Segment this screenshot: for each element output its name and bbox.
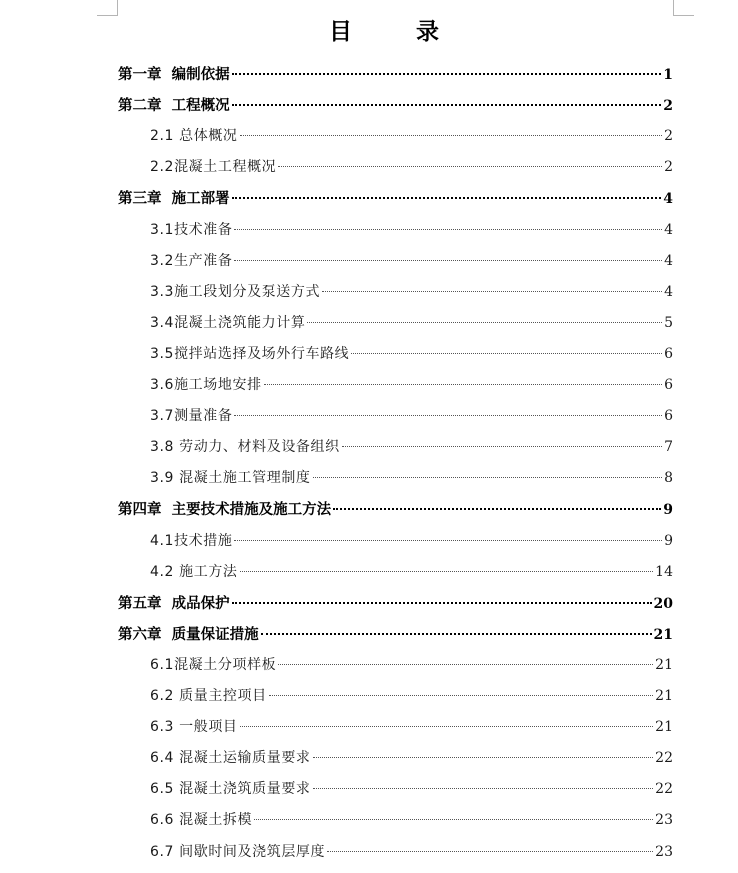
toc-section-entry[interactable]	[150, 432, 673, 463]
toc-dot-leader	[307, 322, 662, 323]
toc-page-number: 7	[664, 439, 673, 456]
toc-dot-leader	[234, 260, 662, 261]
toc-chapter-entry[interactable]	[118, 588, 673, 619]
toc-entry-label: 3.1技术准备	[150, 221, 233, 238]
toc-page-number: 4	[664, 283, 673, 300]
toc-page-number: 20	[653, 595, 673, 612]
toc-entry-label: 3.5搅拌站选择及场外行车路线	[150, 345, 350, 362]
toc-entry-label: 第四章 主要技术措施及施工方法	[118, 501, 332, 519]
toc-section-entry[interactable]	[150, 339, 673, 370]
toc-dot-leader	[269, 695, 653, 696]
toc-section-entry[interactable]	[150, 215, 673, 246]
toc-section-entry[interactable]	[150, 681, 673, 712]
toc-page-number: 4	[663, 191, 673, 208]
toc-entry-label: 第三章 施工部署	[118, 190, 230, 208]
toc-entry-label: 6.5 混凝土浇筑质量要求	[150, 781, 311, 798]
toc-entry-label: 3.6施工场地安排	[150, 377, 262, 393]
toc-entry-label: 第一章 编制依据	[118, 66, 230, 83]
toc-section-entry[interactable]	[150, 837, 673, 868]
toc-entry-label: 3.4混凝土浇筑能力计算	[150, 314, 306, 331]
page-corner-mark-right	[673, 0, 694, 16]
toc-dot-leader	[234, 229, 662, 230]
toc-entry-label: 6.2 质量主控项目	[150, 688, 267, 704]
toc-page-number: 2	[663, 98, 673, 115]
toc-section-entry[interactable]	[150, 650, 673, 681]
toc-page-number: 6	[664, 345, 673, 362]
toc-chapter-entry[interactable]	[118, 183, 673, 214]
toc-entry-label: 4.1技术措施	[150, 532, 233, 549]
toc-entry-label: 6.1混凝土分项样板	[150, 656, 277, 673]
toc-page-number: 9	[663, 502, 673, 519]
toc-dot-leader	[333, 508, 661, 510]
toc-entry-label: 3.8 劳动力、材料及设备组织	[150, 439, 340, 456]
toc-entry-label: 3.7测量准备	[150, 408, 233, 425]
toc-page-number: 22	[655, 750, 673, 767]
toc-page-number: 14	[655, 563, 673, 580]
toc-entry-label: 2.1 总体概况	[150, 128, 238, 145]
toc-dot-leader	[232, 197, 662, 199]
toc-entry-label: 第六章 质量保证措施	[118, 625, 259, 643]
toc-page-number: 2	[664, 128, 673, 145]
toc-section-entry[interactable]	[150, 805, 673, 836]
toc-dot-leader	[278, 166, 662, 167]
toc-page-number: 22	[655, 781, 673, 798]
toc-page-number: 5	[664, 314, 673, 331]
toc-entry-label: 6.3 一般项目	[150, 719, 238, 736]
page-title: 目 录	[328, 18, 467, 45]
toc-page-number: 23	[655, 812, 673, 829]
toc-section-entry[interactable]	[150, 712, 673, 743]
toc-section-entry[interactable]	[150, 121, 673, 152]
toc-dot-leader	[322, 291, 662, 292]
toc-page-number: 23	[655, 843, 673, 860]
toc-entry-label: 3.2生产准备	[150, 252, 233, 269]
toc-chapter-entry[interactable]	[118, 59, 673, 90]
toc-dot-leader	[264, 384, 662, 385]
toc-section-entry[interactable]	[150, 370, 673, 401]
toc-dot-leader	[278, 664, 653, 665]
toc-dot-leader	[261, 633, 652, 635]
toc-page-number: 4	[664, 252, 673, 269]
toc-entry-label: 4.2 施工方法	[150, 563, 238, 580]
toc-dot-leader	[240, 726, 654, 727]
toc-chapter-entry[interactable]	[118, 90, 673, 121]
toc-section-entry[interactable]	[150, 463, 673, 494]
toc-dot-leader	[234, 415, 662, 416]
toc-dot-leader	[313, 788, 654, 789]
toc-dot-leader	[254, 819, 653, 820]
toc-dot-leader	[313, 757, 654, 758]
toc-page-number: 2	[664, 159, 673, 176]
toc-dot-leader	[313, 477, 663, 478]
toc-entry-label: 第五章 成品保护	[118, 594, 230, 612]
toc-section-entry[interactable]	[150, 246, 673, 277]
toc-entry-label: 6.6 混凝土拆模	[150, 812, 253, 829]
toc-section-entry[interactable]	[150, 526, 673, 557]
toc-chapter-entry[interactable]	[118, 619, 673, 650]
toc-chapter-entry[interactable]	[118, 494, 673, 525]
toc-entry-label: 2.2混凝土工程概况	[150, 159, 277, 176]
toc-dot-leader	[232, 602, 652, 604]
toc-section-entry[interactable]	[150, 152, 673, 183]
toc-dot-leader	[342, 446, 662, 447]
page-corner-mark-left	[97, 0, 118, 16]
toc-dot-leader	[240, 571, 654, 572]
toc-page-number: 8	[664, 470, 673, 487]
toc-section-entry[interactable]	[150, 557, 673, 588]
toc-page-number: 21	[655, 656, 673, 673]
toc-dot-leader	[240, 135, 663, 136]
toc-page-number: 21	[655, 719, 673, 736]
toc-section-entry[interactable]	[150, 401, 673, 432]
toc-entry-label: 3.3施工段划分及泵送方式	[150, 283, 321, 300]
toc-page-number: 1	[663, 67, 673, 83]
toc-page-number: 6	[664, 408, 673, 425]
toc-dot-leader	[232, 73, 662, 75]
toc-dot-leader	[234, 540, 662, 541]
toc-page-number: 21	[655, 688, 673, 704]
toc-page-number: 6	[664, 377, 673, 393]
toc-section-entry[interactable]	[150, 743, 673, 774]
toc-page-number: 4	[664, 221, 673, 238]
toc-entry-label: 3.9 混凝土施工管理制度	[150, 470, 311, 487]
toc-entry-label: 第二章 工程概况	[118, 97, 230, 115]
toc-section-entry[interactable]	[150, 308, 673, 339]
toc-dot-leader	[351, 353, 662, 354]
toc-dot-leader	[327, 851, 653, 852]
toc-entry-label: 6.4 混凝土运输质量要求	[150, 750, 311, 767]
toc-dot-leader	[232, 104, 662, 106]
toc-section-entry[interactable]	[150, 774, 673, 805]
toc-page-number: 9	[664, 532, 673, 549]
toc-section-entry[interactable]	[150, 277, 673, 308]
toc-page-number: 21	[653, 626, 673, 643]
toc-entry-label: 6.7 间歇时间及浇筑层厚度	[150, 843, 326, 860]
